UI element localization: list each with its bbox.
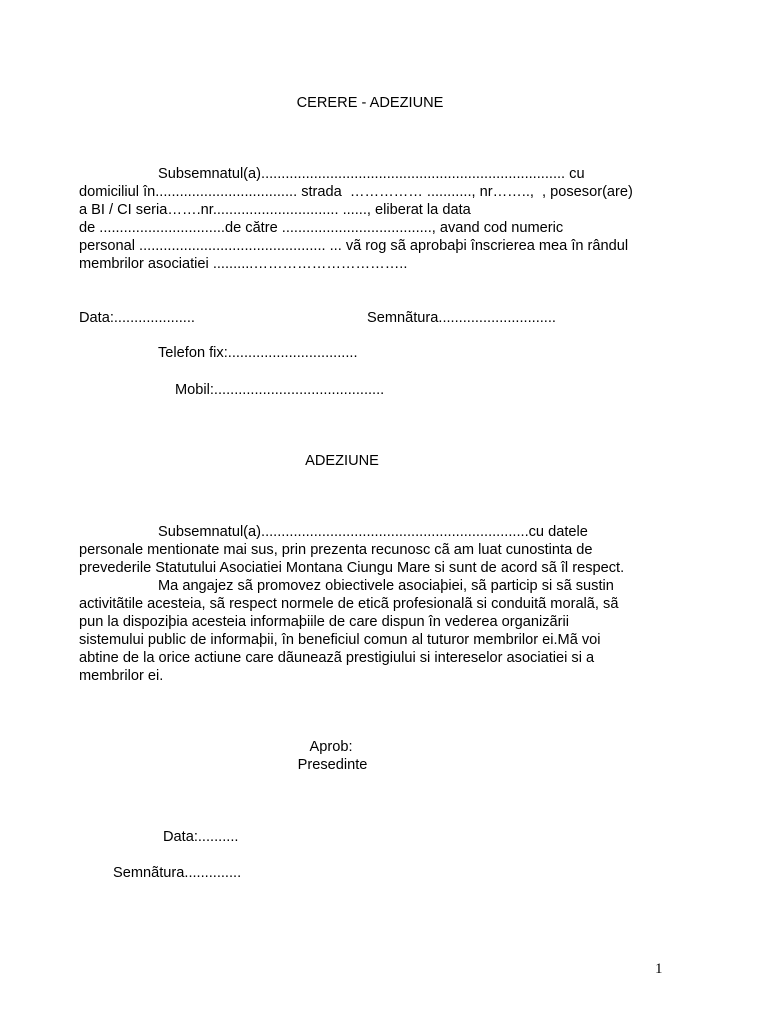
adhesion-line-3: prevederile Statutului Asociatiei Montana Ciungu Mare si sunt de acord sã îl respect. xyxy=(79,560,625,576)
adhesion-heading: ADEZIUNE xyxy=(305,453,379,469)
request-line-4: de ...............................de către ....................................., avand cod numeric xyxy=(79,220,564,236)
president-label: Presedinte xyxy=(297,757,368,773)
request-line-5: personal .............................................. ... vã rog sã aprobaþi înscrierea mea în rândul xyxy=(79,238,629,254)
request-line-3: a BI / CI seria…….nr............................... ......, eliberat la data xyxy=(79,202,471,218)
approval-date-field: Data:.......... xyxy=(163,829,239,845)
approve-label: Aprob: xyxy=(309,739,353,755)
adhesion-line-2: personale mentionate mai sus, prin prezenta recunosc cã am luat cunostinta de xyxy=(79,542,593,558)
request-signature-field: Semnãtura............................. xyxy=(367,310,556,326)
request-line-1: Subsemnatul(a)........................................................................... cu xyxy=(158,166,585,182)
request-line-6: membrilor asociatiei ..........………………………….. xyxy=(79,256,408,272)
page-number: 1 xyxy=(655,961,663,977)
phone-field: Telefon fix:................................ xyxy=(158,345,358,361)
mobile-field: Mobil:.......................................... xyxy=(175,382,385,398)
adhesion-line-8: abtine de la orice actiune care dãuneazã prestigiului si intereselor asociatiei si a xyxy=(79,650,595,666)
adhesion-line-5: activitãtile acesteia, sã respect normele de eticã profesionalã si conduitã moralã, sã xyxy=(79,596,619,612)
request-line-2: domiciliul în................................... strada …………… ..........., nr…….., , posesor(are) xyxy=(79,184,633,200)
approval-signature-field: Semnãtura.............. xyxy=(113,865,242,881)
adhesion-line-9: membrilor ei. xyxy=(79,668,164,684)
adhesion-line-1: Subsemnatul(a)..................................................................cu datele xyxy=(158,524,588,540)
adhesion-line-4: Ma angajez sã promovez obiectivele asociaþiei, sã particip si sã sustin xyxy=(158,578,614,594)
adhesion-line-6: pun la dispoziþia acesteia informaþiile de care dispun în vederea organizãrii xyxy=(79,614,569,630)
document-title: CERERE - ADEZIUNE xyxy=(296,95,444,111)
request-date-field: Data:.................... xyxy=(79,310,195,326)
adhesion-line-7: sistemului public de informaþii, în beneficiul comun al tuturor membrilor ei.Mã voi xyxy=(79,632,601,648)
